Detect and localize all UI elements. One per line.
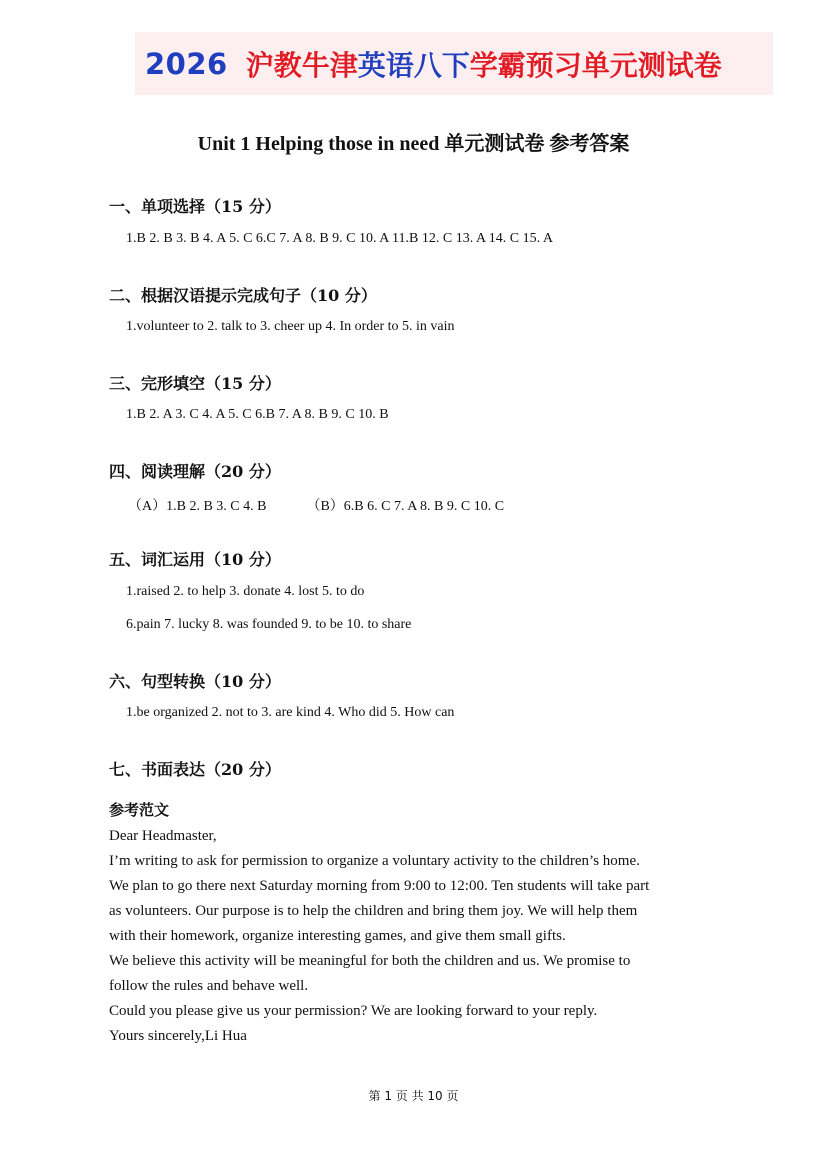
- answer-line: 6.pain 7. lucky 8. was founded 9. to be 10. to share: [126, 617, 412, 632]
- essay-line: Could you please give us your permission? We are looking forward to your reply.: [109, 1003, 598, 1019]
- essay-line: I’m writing to ask for permission to organize a voluntary activity to the children’s home.: [109, 853, 640, 869]
- sample-essay-heading: 参考范文: [109, 801, 170, 819]
- section-heading-1: 一、单项选择（15 分）: [109, 197, 281, 216]
- essay-line: with their homework, organize interesting games, and give them small gifts.: [109, 928, 566, 944]
- banner-subject: 英语八下: [357, 48, 470, 82]
- section-heading-6: 六、句型转换（10 分）: [109, 672, 281, 691]
- answer-line: 1.raised 2. to help 3. donate 4. lost 5. to do: [126, 584, 365, 599]
- answer-line: 1.volunteer to 2. talk to 3. cheer up 4. In order to 5. in vain: [126, 319, 455, 334]
- answer-line: 1.B 2. A 3. C 4. A 5. C 6.B 7. A 8. B 9. C 10. B: [126, 407, 389, 422]
- section-heading-5: 五、词汇运用（10 分）: [109, 550, 281, 569]
- reading-answers-a: （A）1.B 2. B 3. C 4. B: [128, 499, 267, 514]
- banner-publisher: 沪教牛津: [245, 48, 358, 82]
- answer-line: 1.be organized 2. not to 3. are kind 4. Who did 5. How can: [126, 705, 455, 720]
- banner-series: 学霸预习单元测试卷: [469, 48, 722, 82]
- essay-line: as volunteers. Our purpose is to help the children and bring them joy. We will help them: [109, 903, 638, 919]
- page-footer: 第 1 页 共 10 页: [368, 1089, 459, 1103]
- section-heading-7: 七、书面表达（20 分）: [109, 760, 281, 779]
- section-heading-4: 四、阅读理解（20 分）: [109, 462, 281, 481]
- answer-line: 1.B 2. B 3. B 4. A 5. C 6.C 7. A 8. B 9. C 10. A 11.B 12. C 13. A 14. C 15. A: [126, 231, 553, 246]
- essay-line: We believe this activity will be meaningful for both the children and us. We promise to: [109, 953, 631, 969]
- banner-year: 2026: [145, 46, 228, 81]
- section-heading-2: 二、根据汉语提示完成句子（10 分）: [109, 286, 377, 305]
- reading-answers-b: （B）6.B 6. C 7. A 8. B 9. C 10. C: [306, 499, 505, 514]
- section-heading-3: 三、完形填空（15 分）: [109, 374, 281, 393]
- essay-line: follow the rules and behave well.: [109, 978, 309, 994]
- header-banner: [135, 32, 773, 95]
- essay-line: Dear Headmaster,: [109, 828, 217, 844]
- essay-line: Yours sincerely,Li Hua: [109, 1028, 247, 1044]
- essay-line: We plan to go there next Saturday morning from 9:00 to 12:00. Ten students will take part: [109, 878, 650, 894]
- reading-answers: [128, 495, 504, 515]
- sample-essay: [109, 824, 749, 1049]
- page-title: Unit 1 Helping those in need 单元测试卷 参考答案: [197, 133, 630, 155]
